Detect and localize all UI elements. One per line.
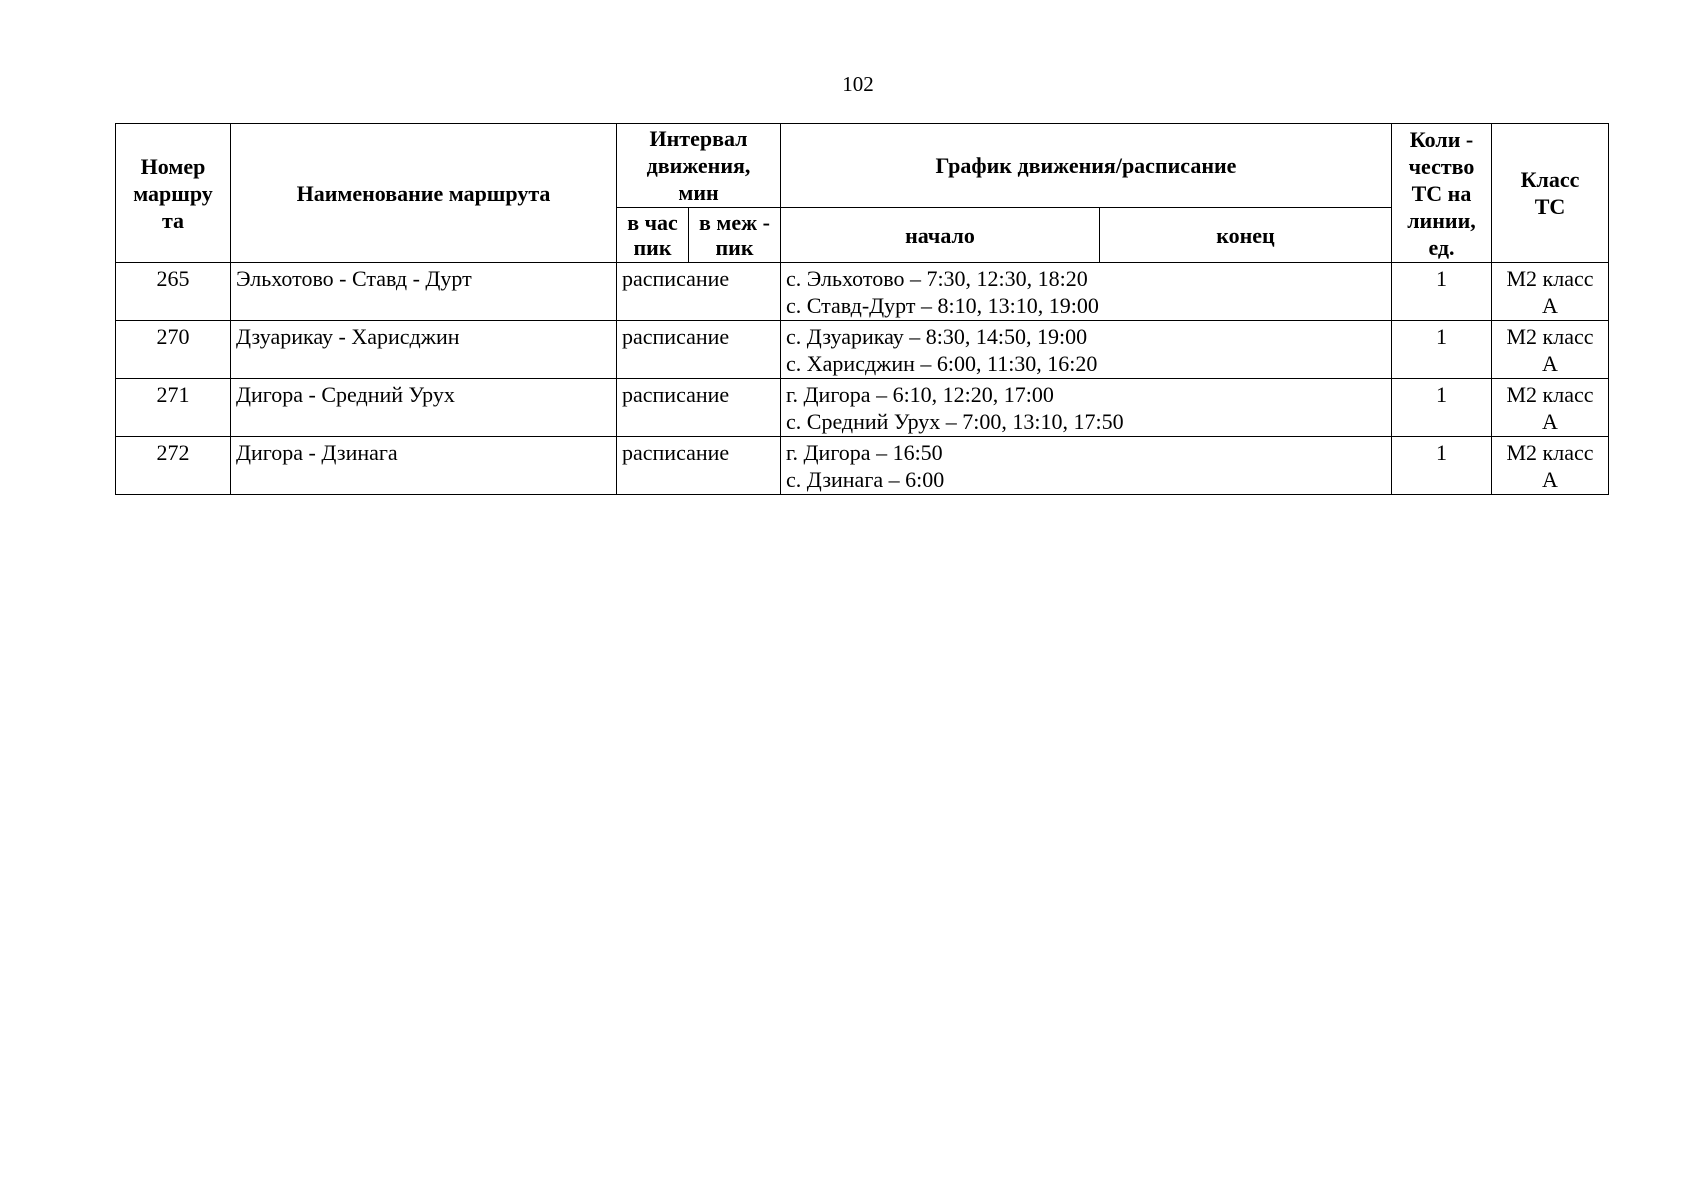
- vehicle-class: М2 класс А: [1492, 321, 1609, 379]
- vehicle-class: М2 класс А: [1492, 379, 1609, 437]
- schedule-line: с. Харисджин – 6:00, 11:30, 16:20: [786, 351, 1098, 376]
- table-row: [116, 379, 1609, 437]
- table-row: [116, 321, 1609, 379]
- schedule-line: с. Ставд-Дурт – 8:10, 13:10, 19:00: [786, 293, 1099, 318]
- route-schedule-table: [115, 123, 1609, 495]
- header-vehicle-class: Класс ТС: [1492, 124, 1609, 263]
- header-interval-peak: в час пик: [617, 208, 689, 263]
- route-name: Дигора - Средний Урух: [231, 379, 617, 437]
- route-schedule: [781, 263, 1392, 321]
- vehicle-count: 1: [1392, 321, 1492, 379]
- route-number: 271: [116, 379, 231, 437]
- header-schedule-start: начало: [781, 208, 1100, 263]
- header-route-name: Наименование маршрута: [231, 124, 617, 263]
- header-interval: Интервал движения, мин: [617, 124, 781, 208]
- vehicle-class: М2 класс А: [1492, 263, 1609, 321]
- vehicle-class: М2 класс А: [1492, 437, 1609, 495]
- route-name: Дзуарикау - Харисджин: [231, 321, 617, 379]
- table-row: [116, 437, 1609, 495]
- route-number: 270: [116, 321, 231, 379]
- schedule-line: г. Дигора – 6:10, 12:20, 17:00: [786, 382, 1054, 407]
- schedule-line: с. Средний Урух – 7:00, 13:10, 17:50: [786, 409, 1124, 434]
- route-name: Дигора - Дзинага: [231, 437, 617, 495]
- route-name: Эльхотово - Ставд - Дурт: [231, 263, 617, 321]
- route-schedule: [781, 437, 1392, 495]
- route-number: 265: [116, 263, 231, 321]
- page-number: 102: [842, 72, 874, 96]
- route-interval: расписание: [617, 321, 781, 379]
- route-interval: расписание: [617, 263, 781, 321]
- route-interval: расписание: [617, 379, 781, 437]
- route-schedule: [781, 379, 1392, 437]
- vehicle-count: 1: [1392, 263, 1492, 321]
- schedule-line: с. Дзинага – 6:00: [786, 467, 945, 492]
- header-schedule-end: конец: [1100, 208, 1392, 263]
- vehicle-count: 1: [1392, 437, 1492, 495]
- route-number: 272: [116, 437, 231, 495]
- schedule-line: с. Дзуарикау – 8:30, 14:50, 19:00: [786, 324, 1088, 349]
- schedule-line: с. Эльхотово – 7:30, 12:30, 18:20: [786, 266, 1088, 291]
- header-vehicle-count: Коли - чество ТС на линии, ед.: [1392, 124, 1492, 263]
- header-schedule: График движения/расписание: [781, 124, 1392, 208]
- schedule-line: г. Дигора – 16:50: [786, 440, 943, 465]
- route-interval: расписание: [617, 437, 781, 495]
- route-schedule: [781, 321, 1392, 379]
- vehicle-count: 1: [1392, 379, 1492, 437]
- table-row: [116, 263, 1609, 321]
- header-interval-offpeak: в меж - пик: [689, 208, 781, 263]
- table-header: [116, 124, 1609, 263]
- header-route-number: Номер маршру та: [116, 124, 231, 263]
